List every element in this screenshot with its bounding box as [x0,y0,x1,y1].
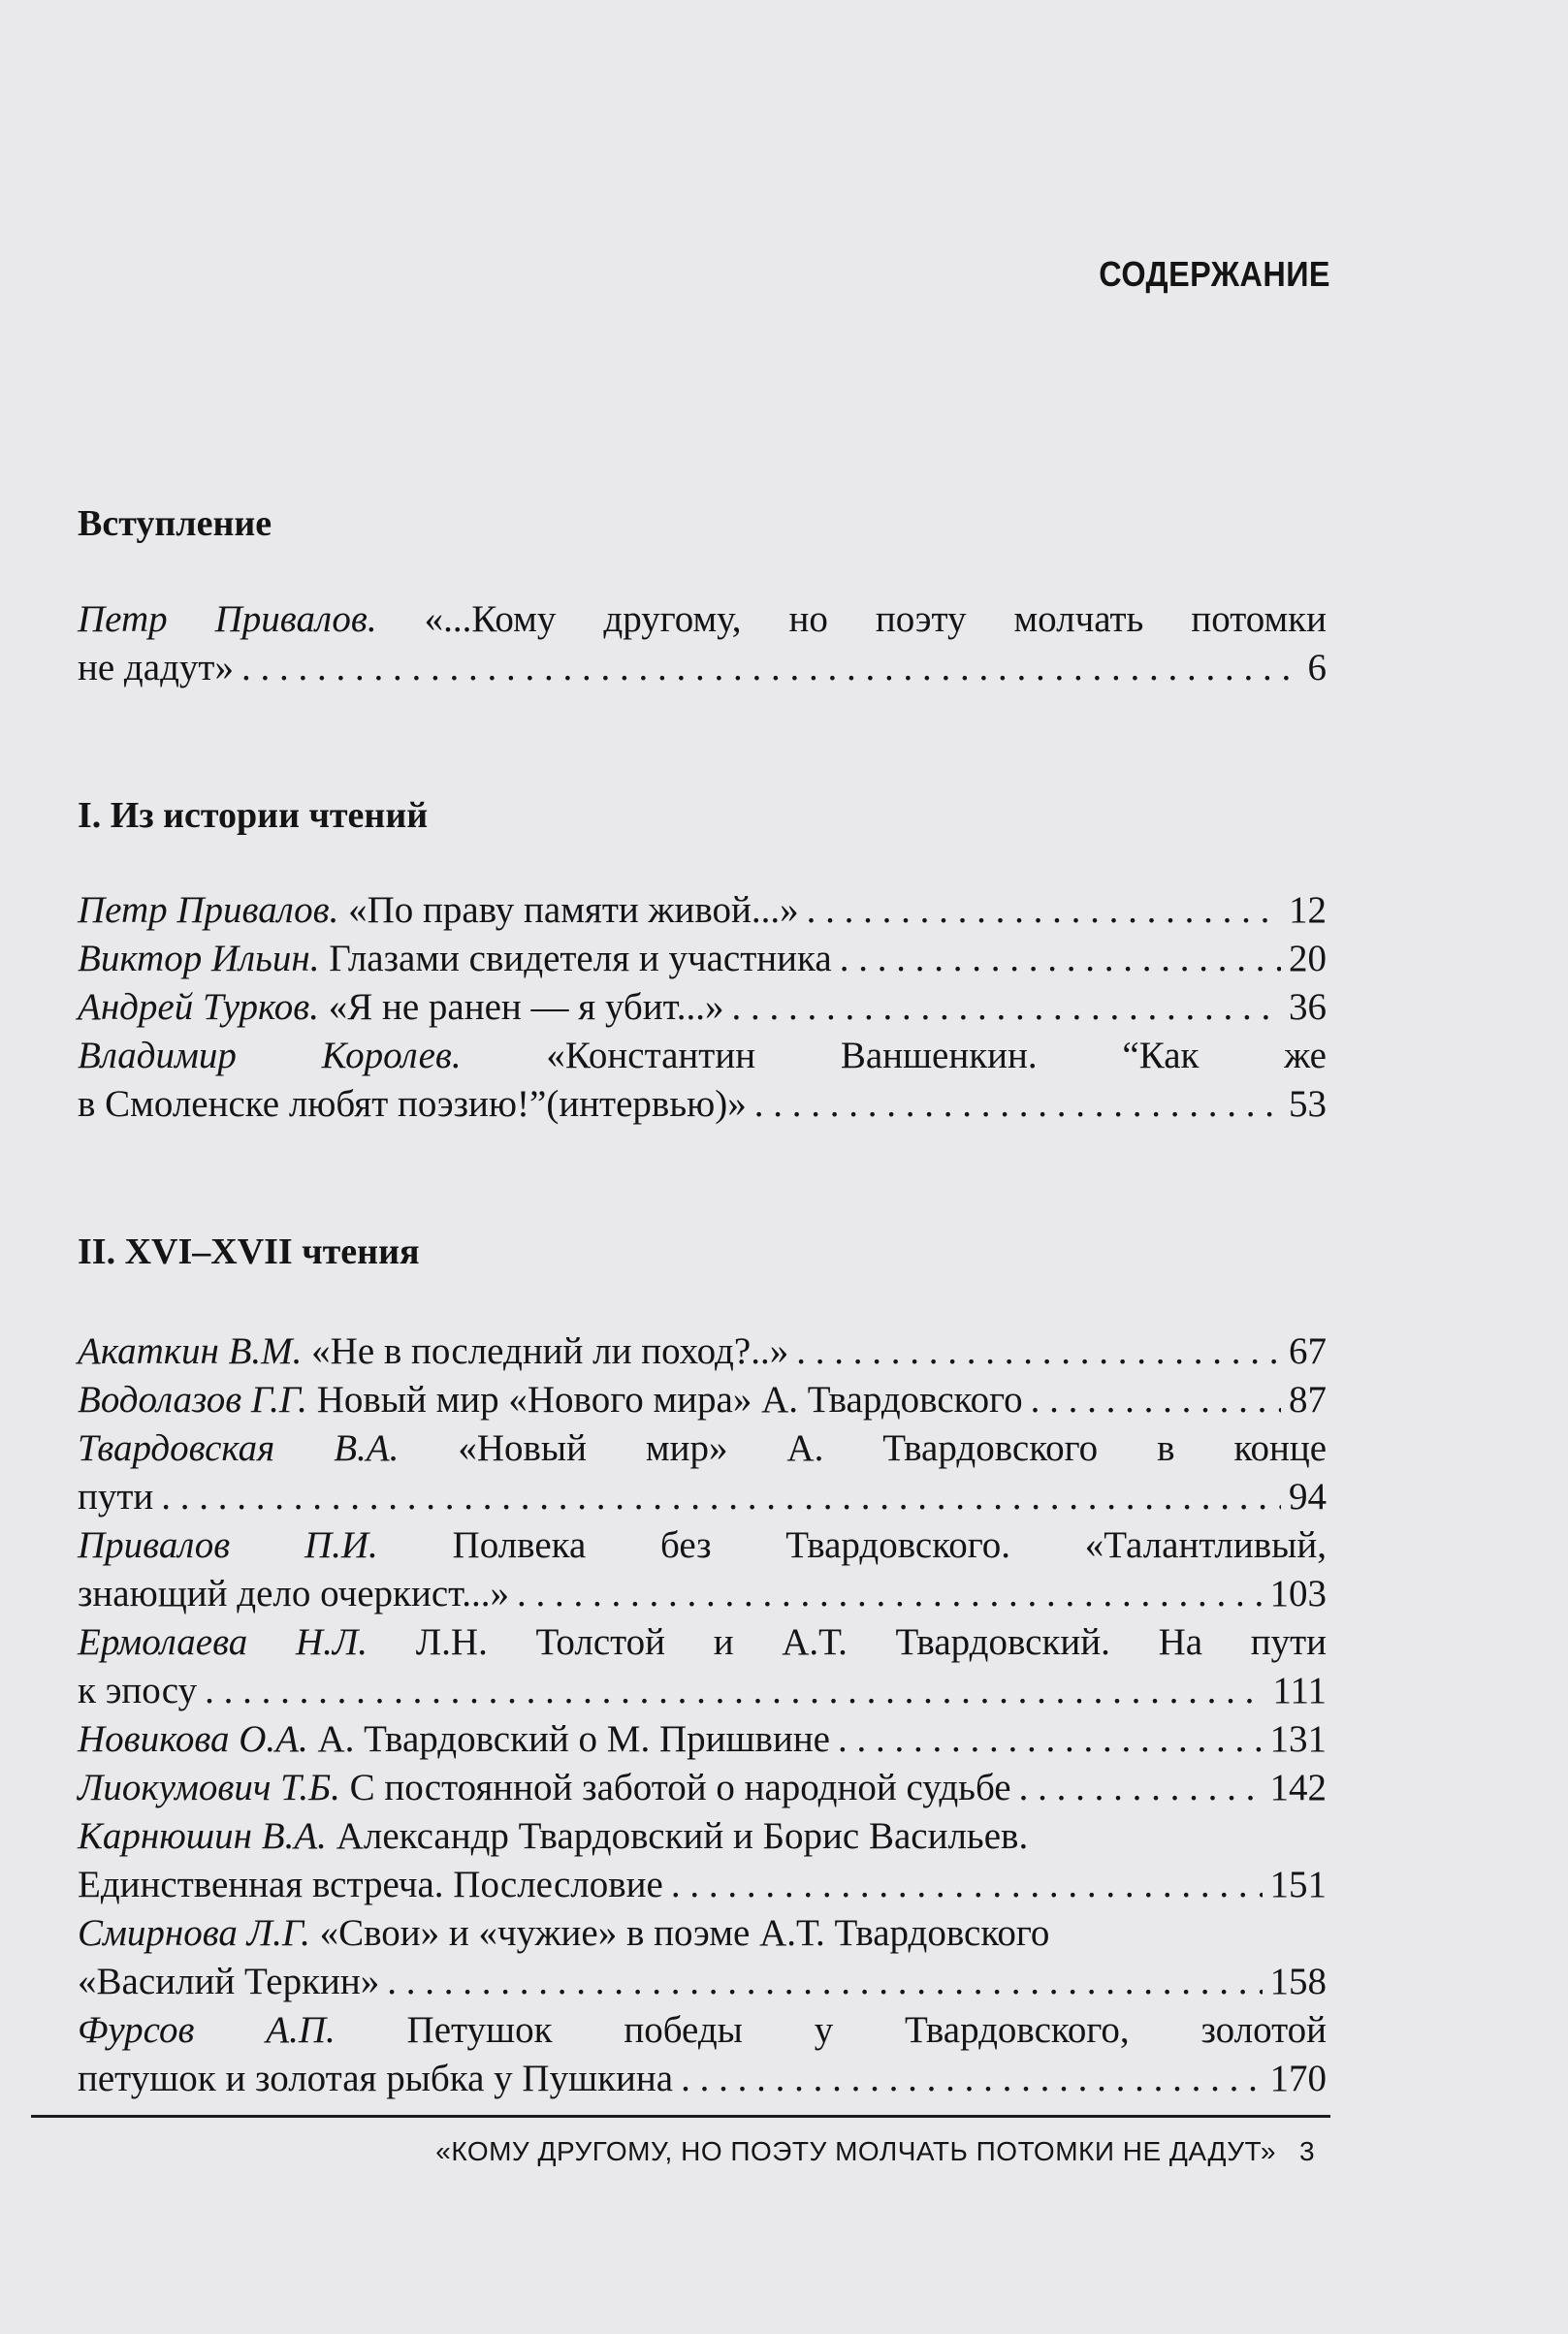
leader-dots [796,1327,1281,1376]
toc-entry-page: 151 [1269,1864,1327,1905]
toc-entry-author: Фурсов А.П. [78,2009,336,2051]
toc-entry-line [78,1521,1327,1570]
toc-entry-line [78,644,1327,692]
leader-dots [1031,1376,1281,1424]
leader-dots [754,1080,1281,1129]
leader-dots [241,644,1300,692]
toc-entry-line [78,886,1327,935]
toc-entry-author: Привалов П.И. [78,1524,378,1566]
toc-entry-title: Л.Н. Толстой и А.Т. Твардовский. На пути [415,1621,1328,1663]
footer-rule [31,2115,1330,2118]
toc-entry-title: Александр Твардовский и Борис Васильев. [336,1815,1029,1857]
toc-entry-title: «Я не ранен — я убит...» [328,986,724,1028]
toc-entry-title: С постоянной заботой о народной судьбе [349,1767,1011,1808]
toc-entry-author: Петр Привалов. [78,889,339,931]
leader-dots [1019,1764,1263,1812]
toc-entry-title-cont: Единственная встреча. Послесловие [78,1864,663,1905]
toc-entry-title: «Свои» и «чужие» в поэме А.Т. Твардовского [319,1912,1050,1954]
toc-entry-line [78,1667,1327,1715]
toc-entry-title: «...Кому другому, но поэту молчать потомки [424,598,1327,640]
toc-entry-page: 103 [1269,1573,1327,1615]
section-2-heading: II. XVI–XVII чтения [78,1231,420,1272]
toc-entry-title: «Не в последний ли поход?..» [311,1330,789,1372]
toc-entry-line [78,1032,1327,1080]
toc-entry-line [78,1424,1327,1473]
toc-entry-page: 20 [1289,938,1327,979]
toc-entry-page: 170 [1269,2058,1327,2099]
toc-entry-line [78,1080,1327,1129]
toc-entry-line [78,1861,1327,1909]
toc-entry-author: Водолазов Г.Г. [78,1379,307,1421]
leader-dots [205,1667,1264,1715]
toc-entry-page: 87 [1289,1379,1327,1421]
toc-entry-title: Петушок победы у Твардовского, золотой [406,2009,1327,2051]
leader-dots [732,983,1281,1032]
toc-entry-line [78,1473,1327,1521]
toc-entry-page: 131 [1269,1718,1327,1760]
toc-entry-line [78,935,1327,983]
toc-entry-line [78,1909,1049,1958]
toc-entry-author: Петр Привалов. [78,598,377,640]
toc-entry-line [78,1812,1028,1861]
toc-entry-title-cont: «Василий Теркин» [78,1961,380,2002]
toc-entry-title-cont: не дадут» [78,647,234,688]
toc-entry-title: «Константин Ваншенкин. “Как же [546,1035,1327,1076]
section-1-heading: I. Из истории чтений [78,795,429,836]
section-intro-heading: Вступление [78,503,272,544]
toc-entry-author: Акаткин В.М. [78,1330,303,1372]
toc-entry-page: 94 [1289,1476,1327,1518]
toc-entry-author: Лиокумович Т.Б. [78,1767,340,1808]
toc-entry-line [78,1958,1327,2006]
toc-entry-author: Владимир Королев. [78,1035,462,1076]
toc-entry-page: 67 [1289,1330,1327,1372]
toc-entry-author: Ермолаева Н.Л. [78,1621,368,1663]
leader-dots [517,1570,1262,1618]
toc-entry-line [78,595,1327,644]
toc-entry-line [78,1764,1327,1812]
toc-entry-line [78,1570,1327,1618]
toc-entry-line [78,2006,1327,2055]
toc-entry-page: 158 [1269,1961,1327,2002]
toc-entry-title-cont: в Смоленске любят поэзию!”(интервью)» [78,1083,747,1125]
toc-entry-line [78,1376,1327,1424]
toc-entry-author: Карнюшин В.А. [78,1815,327,1857]
footer-page-number: 3 [1299,2136,1315,2166]
leader-dots [671,1861,1263,1909]
toc-entry-author: Андрей Турков. [78,986,319,1028]
toc-entry-author: Виктор Ильин. [78,938,320,979]
toc-entry-line [78,1715,1327,1764]
toc-entry-line [78,983,1327,1032]
toc-entry-author: Новикова О.А. [78,1718,308,1760]
running-footer-title: «КОМУ ДРУГОМУ, НО ПОЭТУ МОЛЧАТЬ ПОТОМКИ НЕ ДАДУТ» [435,2136,1276,2166]
toc-entry-title: Глазами свидетеля и участника [329,938,832,979]
toc-entry-title-cont: петушок и золотая рыбка у Пушкина [78,2058,674,2099]
toc-entry-author: Твардовская В.А. [78,1427,400,1469]
toc-entry-page: 36 [1289,986,1327,1028]
leader-dots [161,1473,1281,1521]
leader-dots [840,935,1281,983]
toc-entry-title-cont: знающий дело очеркист...» [78,1573,510,1615]
contents-heading: СОДЕРЖАНИЕ [1099,254,1330,294]
toc-entry-line [78,1618,1327,1667]
leader-dots [387,1958,1262,2006]
toc-entry-page: 53 [1289,1083,1327,1125]
toc-entry-page: 142 [1269,1767,1327,1808]
leader-dots [807,886,1281,935]
toc-entry-title-cont: к эпосу [78,1670,198,1711]
toc-entry-title: «По праву памяти живой...» [348,889,799,931]
toc-entry-page: 6 [1307,647,1327,688]
toc-entry-page: 12 [1289,889,1327,931]
toc-entry-title: Новый мир «Нового мира» А. Твардовского [316,1379,1023,1421]
toc-entry-page: 111 [1272,1670,1327,1711]
toc-entry-line [78,2055,1327,2103]
toc-entry-title: «Новый мир» А. Твардовского в конце [458,1427,1327,1469]
toc-entry-author: Смирнова Л.Г. [78,1912,310,1954]
leader-dots [681,2055,1262,2103]
toc-entry-title-cont: пути [78,1476,154,1518]
toc-entry-line [78,1327,1327,1376]
toc-entry-title: А. Твардовский о М. Пришвине [317,1718,830,1760]
toc-entry-title: Полвека без Твардовского. «Талантливый, [452,1524,1327,1566]
leader-dots [838,1715,1263,1764]
